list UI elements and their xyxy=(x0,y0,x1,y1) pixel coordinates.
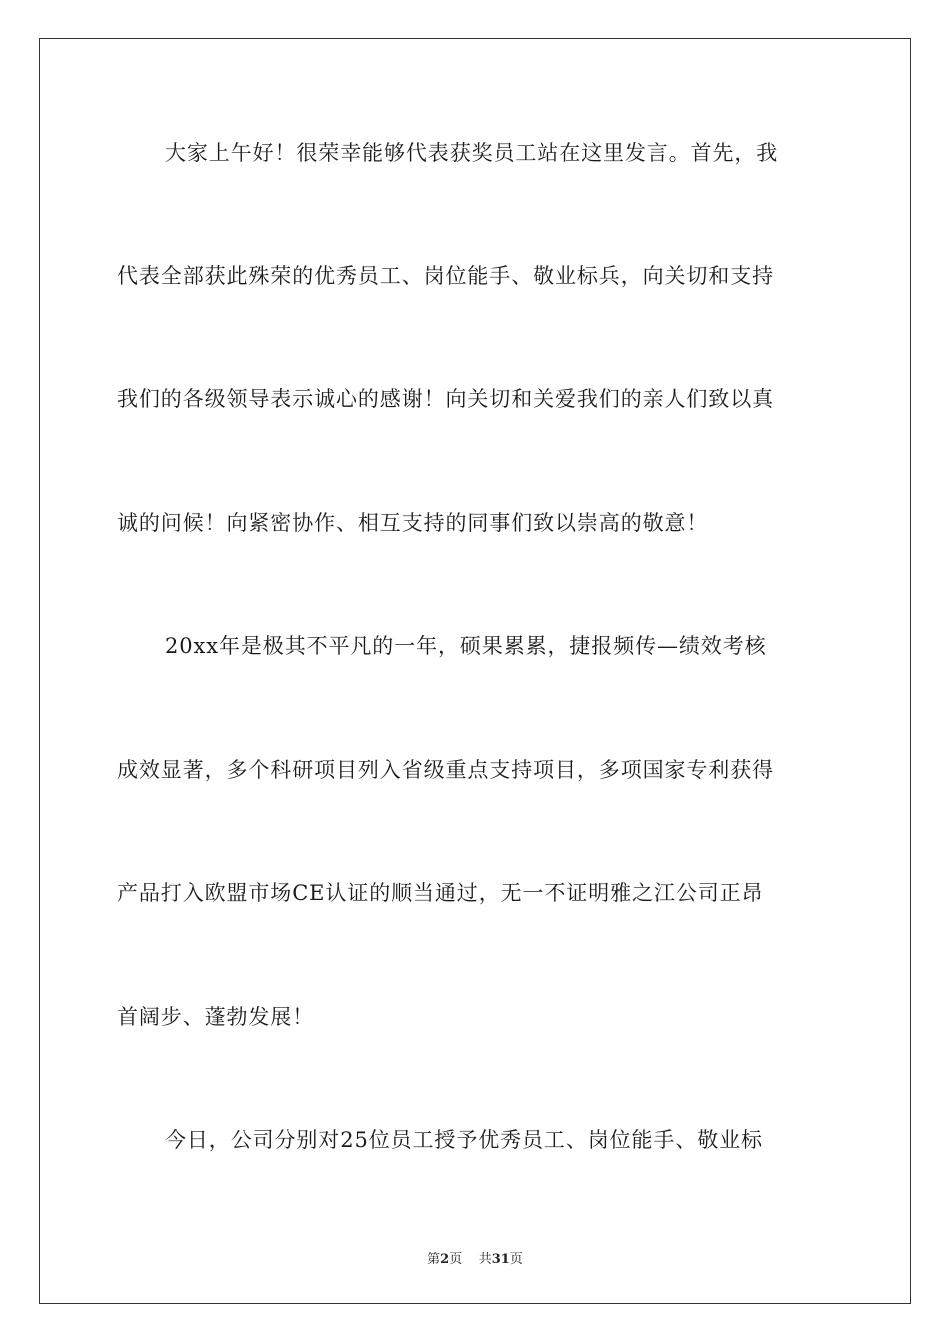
paragraph-2-line-2: 成效显著，多个科研项目列入省级重点支持项目，多项国家专利获得 xyxy=(117,758,774,782)
paragraph-3-line-1: 今日，公司分别对25位员工授予优秀员工、岗位能手、敬业标 xyxy=(165,1128,763,1152)
footer-total-prefix: 共 xyxy=(478,1252,492,1267)
footer-page-prefix: 第 xyxy=(427,1252,441,1267)
footer-page-total: 31 xyxy=(491,1252,510,1267)
footer-page-current: 2 xyxy=(440,1252,450,1267)
paragraph-1-line-2: 代表全部获此殊荣的优秀员工、岗位能手、敬业标兵，向关切和支持 xyxy=(117,264,774,288)
footer-page-suffix: 页 xyxy=(449,1252,463,1267)
paragraph-1-line-1: 大家上午好！很荣幸能够代表获奖员工站在这里发言。首先，我 xyxy=(165,141,779,165)
paragraph-2-line-3: 产品打入欧盟市场CE认证的顺当通过，无一不证明雅之江公司正昂 xyxy=(117,881,764,905)
page-frame xyxy=(39,38,911,1304)
footer-total-suffix: 页 xyxy=(509,1252,523,1267)
paragraph-1-line-3: 我们的各级领导表示诚心的感谢！向关切和关爱我们的亲人们致以真 xyxy=(117,387,774,411)
paragraph-2-line-1: 20xx年是极其不平凡的一年，硕果累累，捷报频传—绩效考核 xyxy=(165,634,767,658)
page-footer xyxy=(0,1248,950,1267)
paragraph-1-line-4: 诚的问候！向紧密协作、相互支持的同事们致以崇高的敬意！ xyxy=(117,511,709,535)
paragraph-2-line-4: 首阔步、蓬勃发展！ xyxy=(117,1005,315,1029)
